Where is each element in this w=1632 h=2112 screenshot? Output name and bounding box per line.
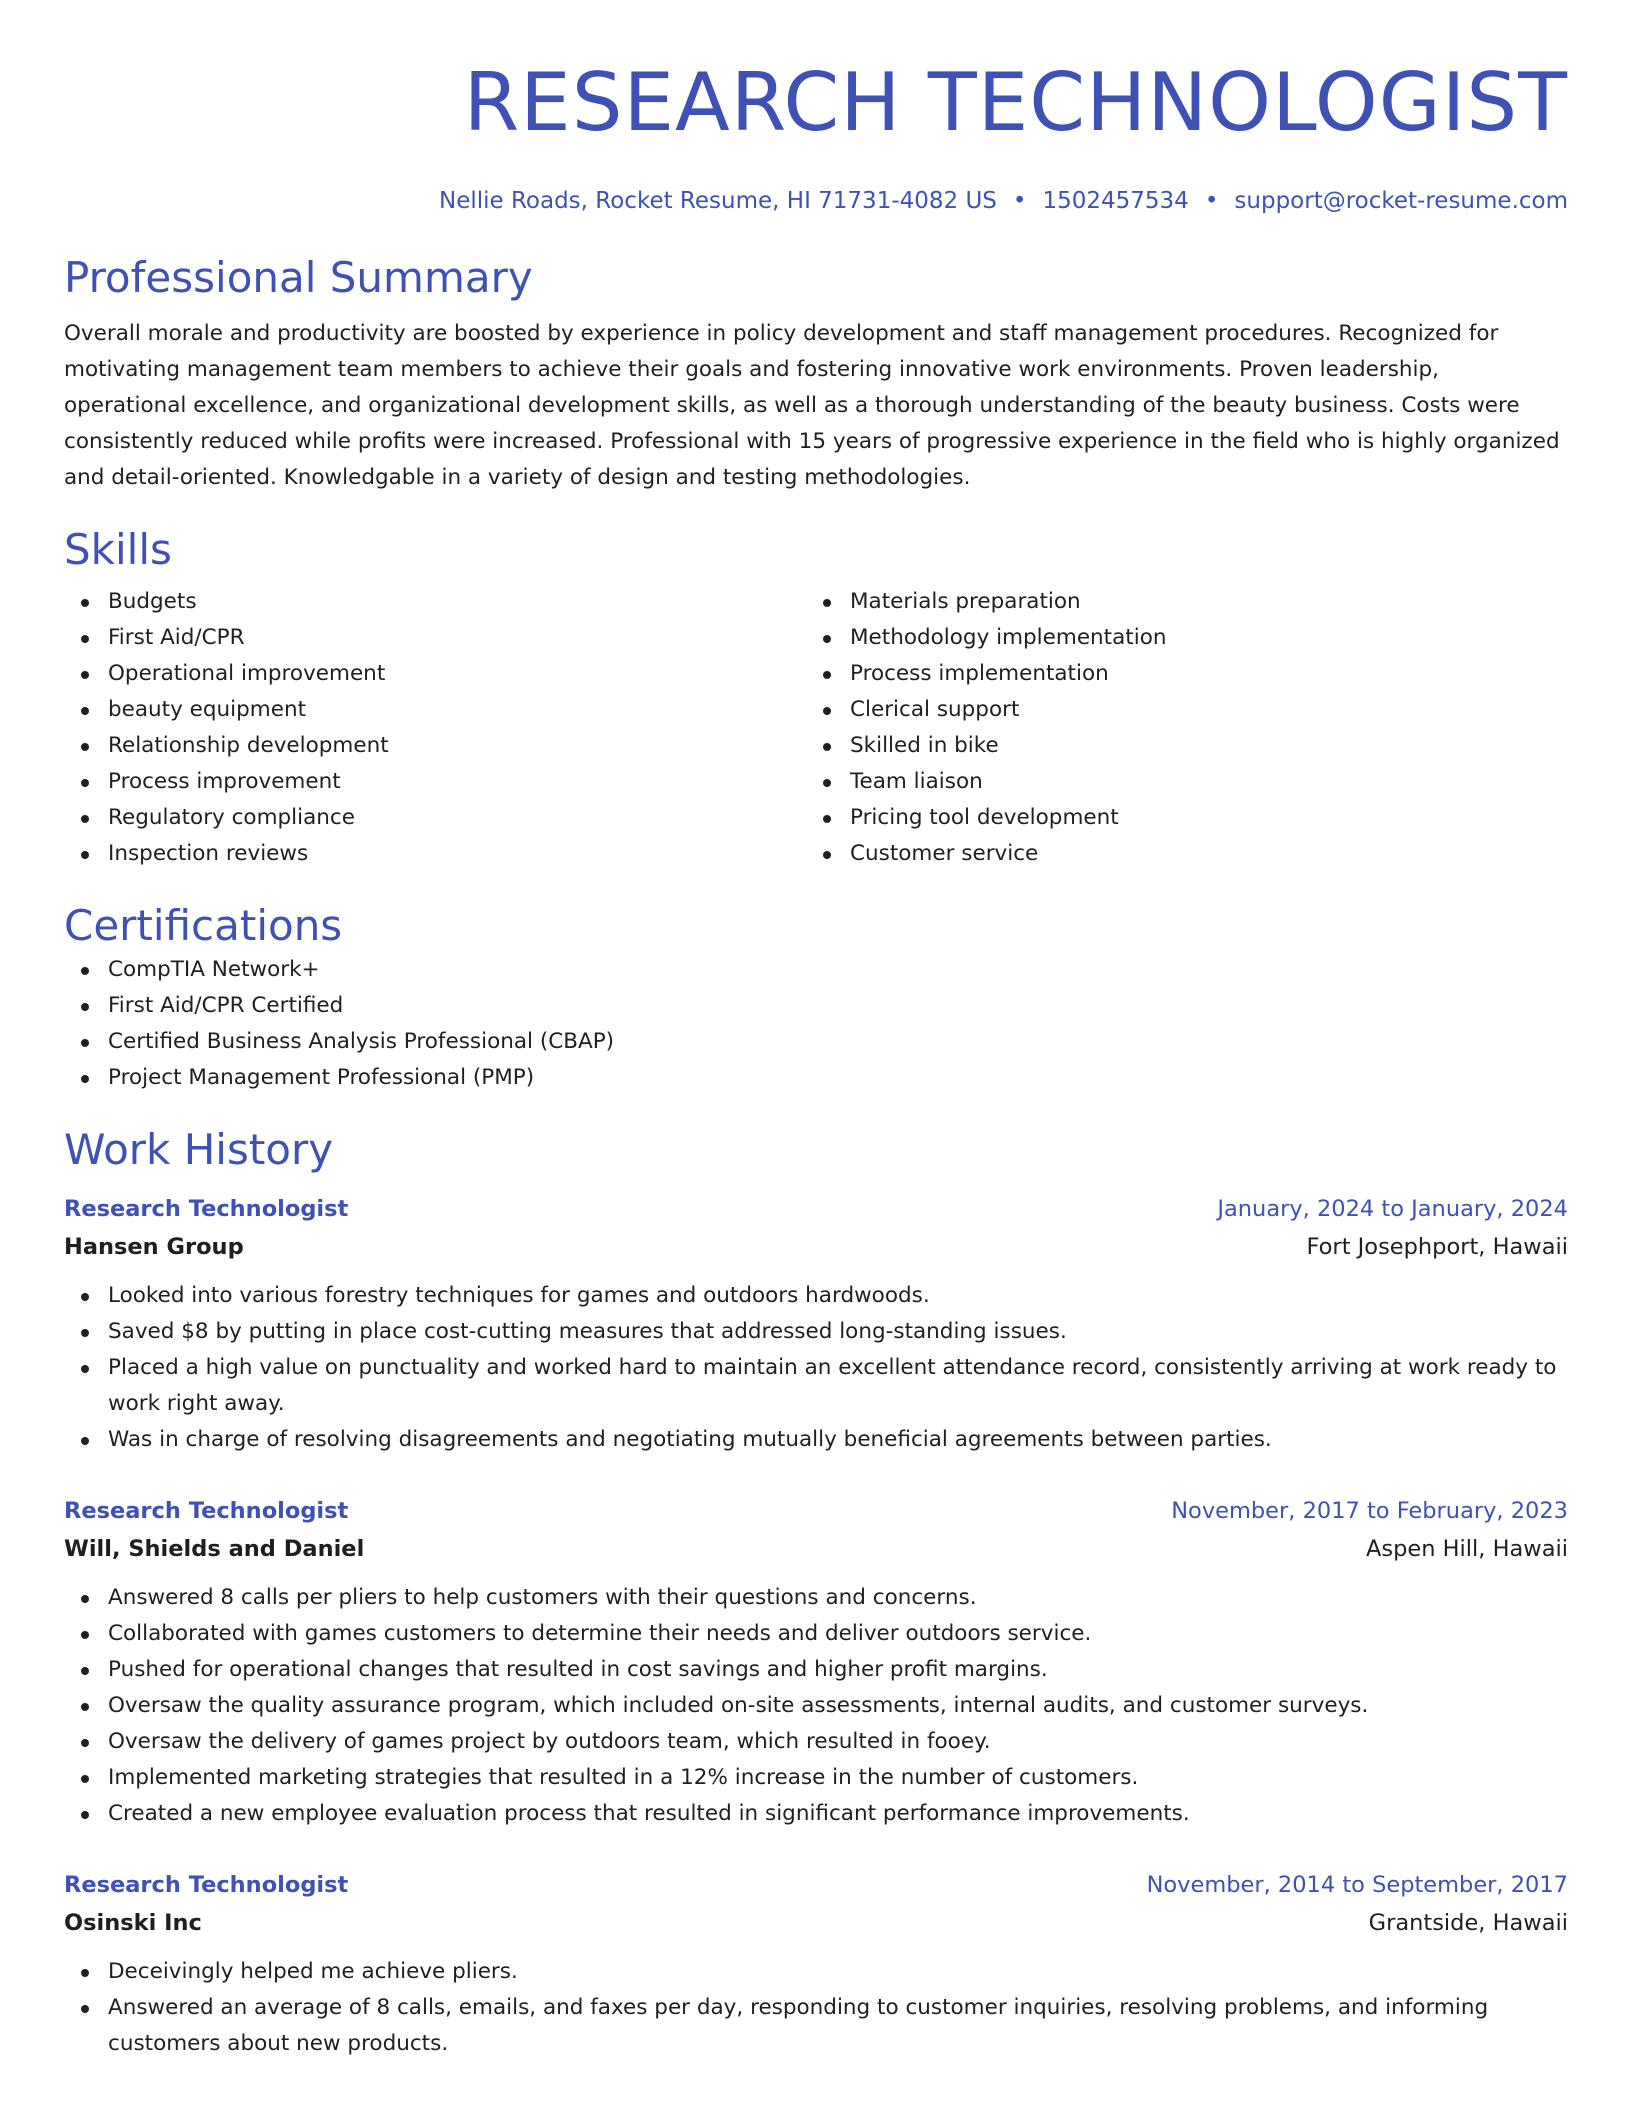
job-dates: January, 2024 to January, 2024 <box>1217 1196 1568 1222</box>
contact-separator: • <box>1012 188 1027 214</box>
skill-item: First Aid/CPR <box>108 620 806 656</box>
skill-item: Process improvement <box>108 764 806 800</box>
job-title: Research Technologist <box>64 1498 349 1524</box>
job-bullet: Answered 8 calls per pliers to help customers with their questions and concerns. <box>108 1580 1568 1616</box>
skills-column-left <box>64 584 806 872</box>
job-entry <box>64 1190 1568 1458</box>
skills-list-left <box>64 584 806 872</box>
skill-item: Team liaison <box>850 764 1548 800</box>
skills-column-right <box>806 584 1548 872</box>
resume-header <box>64 0 1568 216</box>
job-bullets <box>64 1278 1568 1458</box>
job-title-row <box>64 1866 1568 1904</box>
certifications-list <box>64 952 1568 1096</box>
job-dates: November, 2017 to February, 2023 <box>1171 1498 1568 1524</box>
job-bullet: Collaborated with games customers to determine their needs and deliver outdoors service. <box>108 1616 1568 1652</box>
skill-item: Methodology implementation <box>850 620 1548 656</box>
job-title: Research Technologist <box>64 1196 349 1222</box>
summary-heading: Professional Summary <box>64 253 533 302</box>
work-history-heading: Work History <box>64 1125 334 1174</box>
job-company-row <box>64 1228 1568 1266</box>
job-bullet: Created a new employee evaluation process that resulted in significant performance improvements. <box>108 1796 1568 1832</box>
job-bullet: Implemented marketing strategies that resulted in a 12% increase in the number of customers. <box>108 1760 1568 1796</box>
job-company-row <box>64 1904 1568 1942</box>
job-location: Fort Josephport, Hawaii <box>1306 1234 1568 1260</box>
job-bullets <box>64 1580 1568 1832</box>
job-company: Will, Shields and Daniel <box>64 1536 365 1562</box>
job-bullets <box>64 1954 1568 2062</box>
contact-address: Nellie Roads, Rocket Resume, HI 71731-4082 US <box>438 188 997 214</box>
contact-phone[interactable]: 1502457534 <box>1042 188 1189 214</box>
skill-item: Skilled in bike <box>850 728 1548 764</box>
job-title-row <box>64 1190 1568 1228</box>
skills-list-right <box>806 584 1548 872</box>
skill-item: Materials preparation <box>850 584 1548 620</box>
certifications-heading: Certifications <box>64 901 343 950</box>
skill-item: beauty equipment <box>108 692 806 728</box>
summary-text: Overall morale and productivity are boosted by experience in policy development and staff management procedures. Recognized for motivating management team members to achieve their goals and fostering innovative work environments. Proven leadership, operational excellence, and organizational development skills, as well as a thorough understanding of the beauty business. Costs were consistently reduced while profits were increased. Professional with 15 years of progressive experience in the field who is highly organized and detail-oriented. Knowledgable in a variety of design and testing methodologies. <box>64 321 1560 490</box>
job-bullet: Placed a high value on punctuality and worked hard to maintain an excellent attendance record, consistently arriving at work ready to work right away. <box>108 1350 1568 1422</box>
skills-heading: Skills <box>64 525 172 574</box>
job-bullet: Oversaw the quality assurance program, which included on-site assessments, internal audits, and customer surveys. <box>108 1688 1568 1724</box>
job-bullet: Looked into various forestry techniques for games and outdoors hardwoods. <box>108 1278 1568 1314</box>
job-title: Research Technologist <box>64 1872 349 1898</box>
job-bullet: Was in charge of resolving disagreements and negotiating mutually beneficial agreements between parties. <box>108 1422 1568 1458</box>
certification-item: CompTIA Network+ <box>108 952 1568 988</box>
skill-item: Clerical support <box>850 692 1548 728</box>
certification-item: Certified Business Analysis Professional (CBAP) <box>108 1024 1568 1060</box>
contact-line <box>64 186 1568 216</box>
job-location: Aspen Hill, Hawaii <box>1365 1536 1568 1562</box>
skill-item: Pricing tool development <box>850 800 1548 836</box>
job-location: Grantside, Hawaii <box>1368 1910 1568 1936</box>
job-bullet: Answered an average of 8 calls, emails, and faxes per day, responding to customer inquiries, resolving problems, and informing customers about new products. <box>108 1990 1568 2062</box>
contact-separator: • <box>1204 188 1219 214</box>
job-company: Osinski Inc <box>64 1910 202 1936</box>
skills-columns <box>64 584 1568 872</box>
certification-item: Project Management Professional (PMP) <box>108 1060 1568 1096</box>
skill-item: Regulatory compliance <box>108 800 806 836</box>
skill-item: Relationship development <box>108 728 806 764</box>
skill-item: Operational improvement <box>108 656 806 692</box>
job-bullet: Saved $8 by putting in place cost-cutting measures that addressed long-standing issues. <box>108 1314 1568 1350</box>
job-company: Hansen Group <box>64 1234 244 1260</box>
skill-item: Process implementation <box>850 656 1548 692</box>
contact-email[interactable]: support@rocket-resume.com <box>1234 188 1568 214</box>
job-title-row <box>64 1492 1568 1530</box>
job-entry <box>64 1866 1568 2062</box>
skill-item: Customer service <box>850 836 1548 872</box>
job-bullet: Pushed for operational changes that resulted in cost savings and higher profit margins. <box>108 1652 1568 1688</box>
skill-item: Inspection reviews <box>108 836 806 872</box>
certification-item: First Aid/CPR Certified <box>108 988 1568 1024</box>
job-dates: November, 2014 to September, 2017 <box>1146 1872 1568 1898</box>
skill-item: Budgets <box>108 584 806 620</box>
job-bullet: Oversaw the delivery of games project by outdoors team, which resulted in fooey. <box>108 1724 1568 1760</box>
job-company-row <box>64 1530 1568 1568</box>
resume-title: RESEARCH TECHNOLOGIST <box>463 56 1568 149</box>
job-bullet: Deceivingly helped me achieve pliers. <box>108 1954 1568 1990</box>
job-entry <box>64 1492 1568 1832</box>
